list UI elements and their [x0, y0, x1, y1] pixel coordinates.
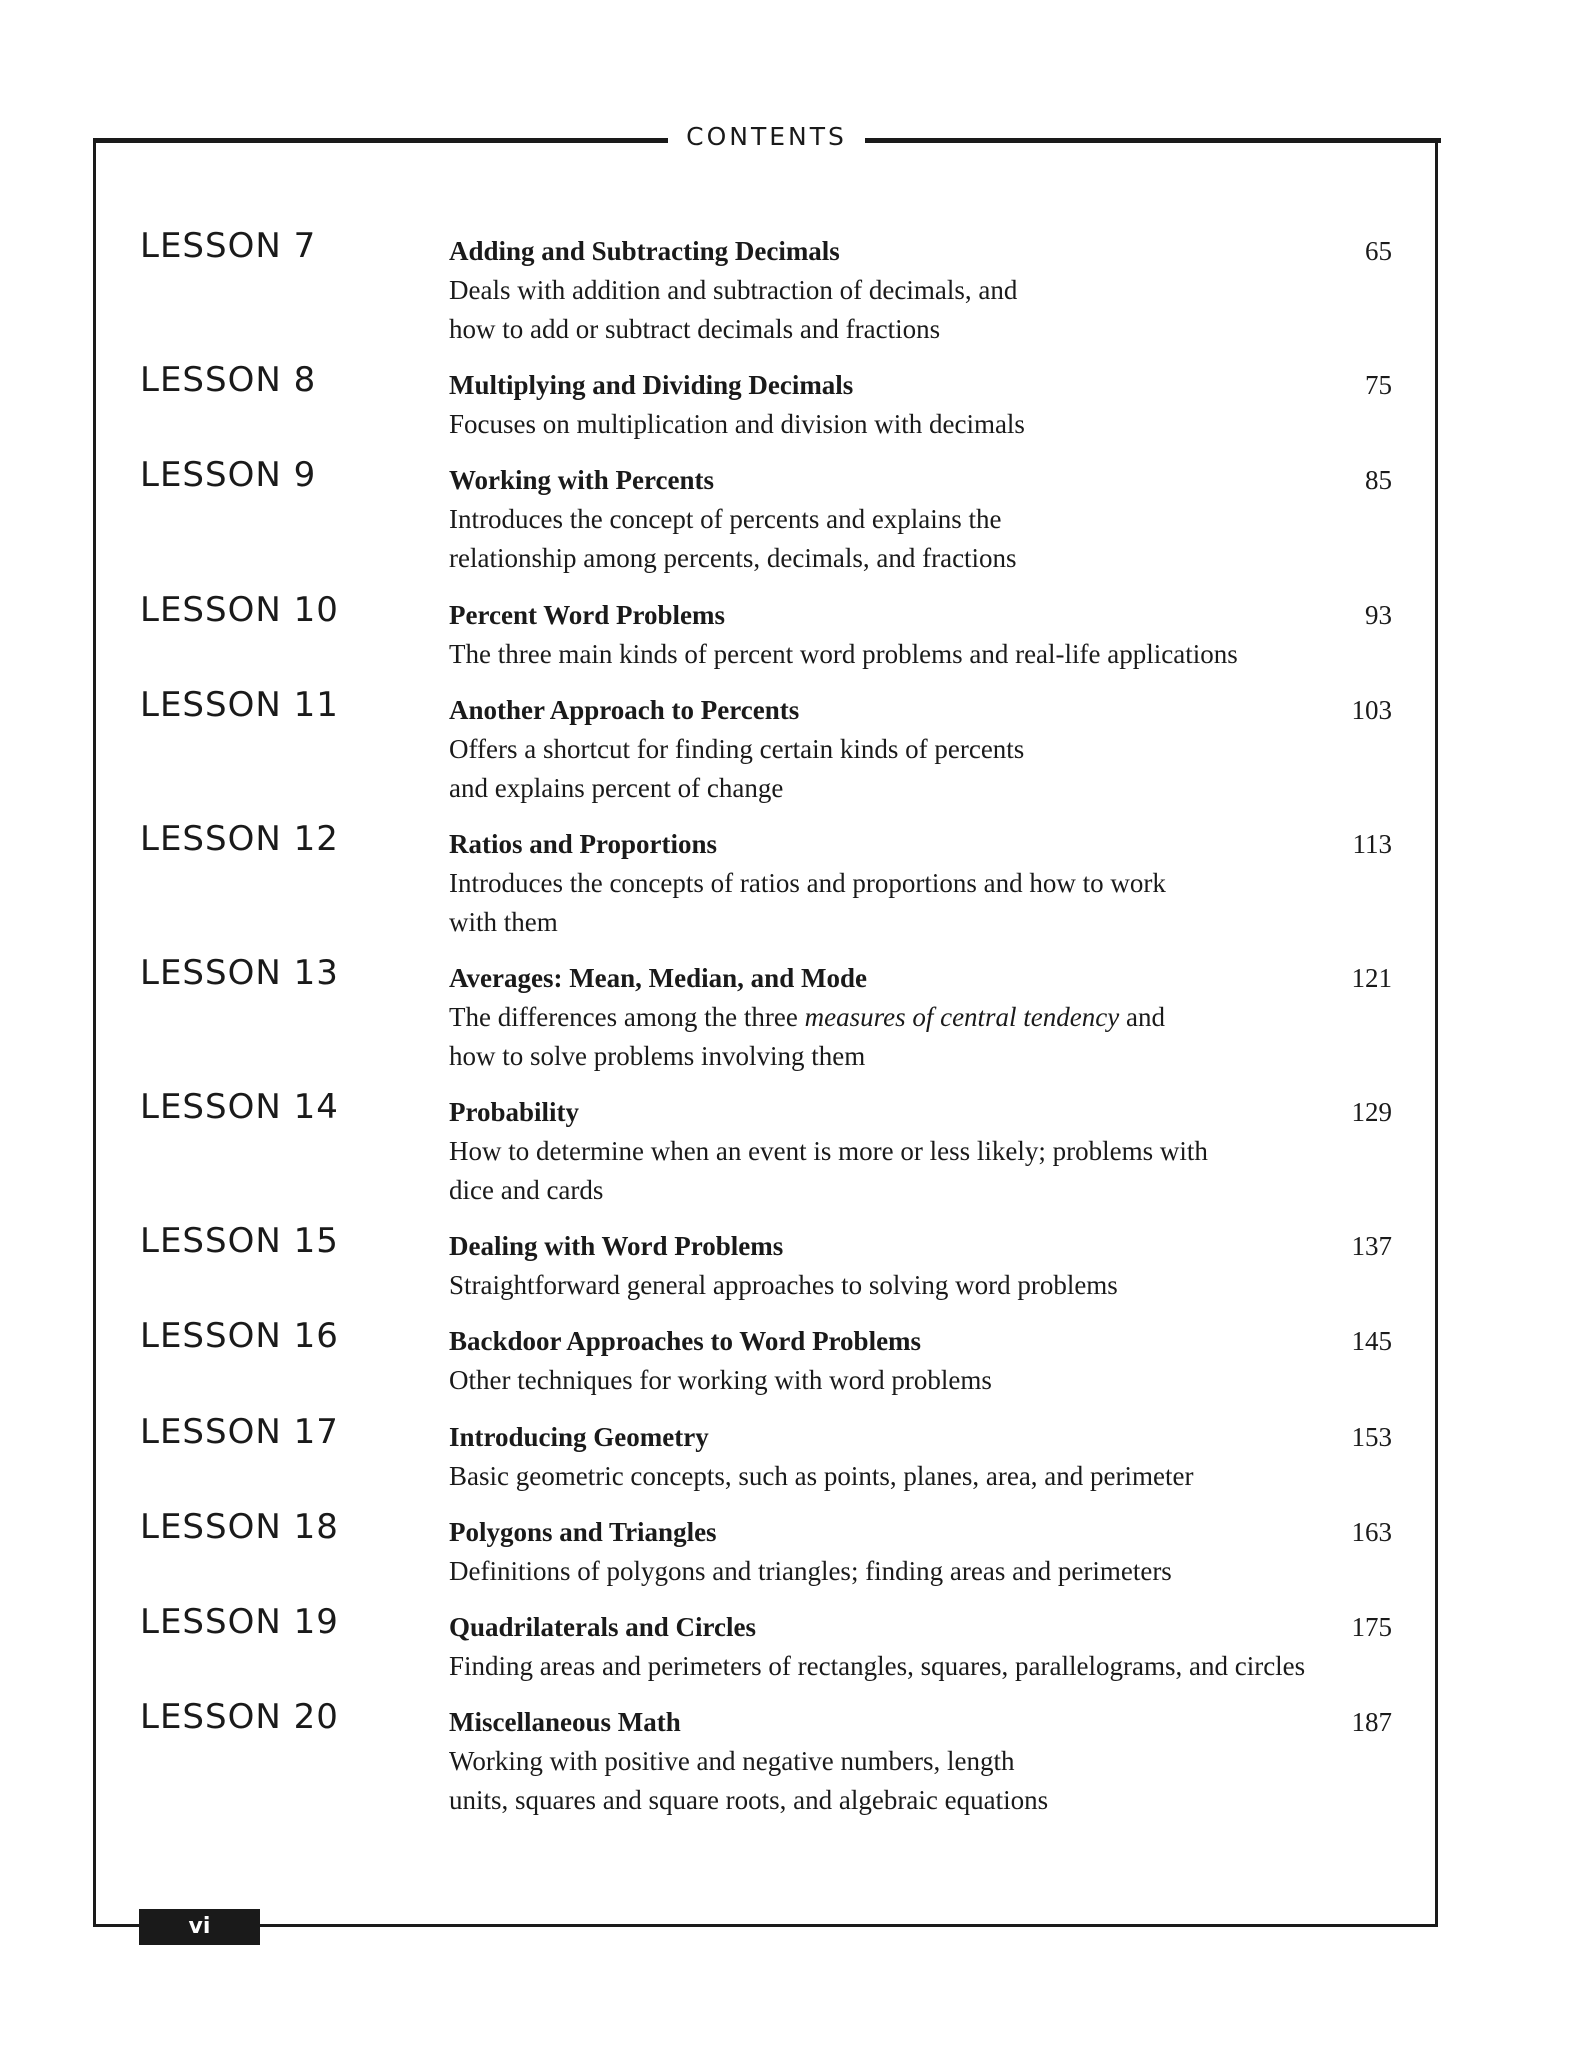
lesson-label: LESSON 9: [140, 455, 317, 495]
lesson-title[interactable]: Multiplying and Dividing Decimals: [449, 370, 854, 400]
page-number: 137: [1351, 1231, 1392, 1261]
page-number: 145: [1351, 1326, 1392, 1356]
lesson-title[interactable]: Miscellaneous Math: [449, 1707, 681, 1737]
lesson-label: LESSON 16: [140, 1316, 339, 1356]
description-line: Straightforward general approaches to solving word problems: [449, 1270, 1118, 1300]
description-line: and explains percent of change: [449, 773, 784, 803]
description-line: Definitions of polygons and triangles; finding areas and perimeters: [449, 1556, 1172, 1586]
page-number-tab: vi: [139, 1909, 260, 1945]
page-number: 85: [1365, 465, 1392, 495]
lesson-label: LESSON 7: [140, 226, 317, 266]
lesson-title[interactable]: Percent Word Problems: [449, 600, 725, 630]
lesson-description: [449, 998, 1165, 1076]
lesson-label: LESSON 13: [140, 953, 339, 993]
page-number: 103: [1351, 695, 1392, 725]
emphasized-term: measures of central tendency: [804, 1002, 1120, 1032]
lesson-label: LESSON 15: [140, 1221, 339, 1261]
lesson-label: LESSON 14: [140, 1087, 339, 1127]
lesson-label: LESSON 18: [140, 1507, 339, 1547]
header-rule-left: [93, 138, 668, 143]
description-line: how to add or subtract decimals and fractions: [449, 314, 941, 344]
page-number: 153: [1351, 1422, 1392, 1452]
description-line: Introduces the concept of percents and explains the: [449, 504, 1002, 534]
lesson-title[interactable]: Dealing with Word Problems: [449, 1231, 784, 1261]
lesson-description: [449, 1361, 992, 1400]
lesson-label: LESSON 8: [140, 360, 317, 400]
lesson-description: [449, 271, 1017, 349]
description-line: Offers a shortcut for finding certain kinds of percents: [449, 734, 1025, 764]
description-line: Basic geometric concepts, such as points, planes, area, and perimeter: [449, 1461, 1194, 1491]
lesson-description: [449, 1132, 1208, 1210]
description-line: dice and cards: [449, 1175, 604, 1205]
description-line: Working with positive and negative numbers, length: [449, 1746, 1015, 1776]
description-line: units, squares and square roots, and algebraic equations: [449, 1785, 1049, 1815]
page-title: CONTENTS: [686, 122, 847, 151]
lesson-title[interactable]: Another Approach to Percents: [449, 695, 800, 725]
description-line: Finding areas and perimeters of rectangles, squares, parallelograms, and circles: [449, 1651, 1306, 1681]
page-number: 113: [1352, 829, 1392, 859]
lesson-title[interactable]: Working with Percents: [449, 465, 714, 495]
description-line: Other techniques for working with word problems: [449, 1365, 992, 1395]
lesson-title[interactable]: Probability: [449, 1097, 580, 1127]
lesson-description: [449, 1457, 1193, 1496]
lesson-description: [449, 405, 1025, 444]
lesson-title[interactable]: Adding and Subtracting Decimals: [449, 236, 840, 266]
description-line: Deals with addition and subtraction of decimals, and: [449, 275, 1018, 305]
page-number: 175: [1351, 1612, 1392, 1642]
lesson-description: [449, 1647, 1305, 1686]
page-number: 129: [1351, 1097, 1392, 1127]
description-line: with them: [449, 907, 558, 937]
description-line: how to solve problems involving them: [449, 1041, 866, 1071]
lesson-description: [449, 635, 1238, 674]
lesson-label: LESSON 10: [140, 590, 339, 630]
lesson-label: LESSON 20: [140, 1697, 339, 1737]
page-number: 75: [1365, 370, 1392, 400]
lesson-label: LESSON 11: [140, 685, 339, 725]
page-number: 187: [1351, 1707, 1392, 1737]
page-number: 121: [1351, 963, 1392, 993]
lesson-label: LESSON 19: [140, 1602, 339, 1642]
lesson-description: [449, 1552, 1172, 1591]
description-line: How to determine when an event is more or less likely; problems with: [449, 1136, 1208, 1166]
lesson-title[interactable]: Polygons and Triangles: [449, 1517, 717, 1547]
lesson-title[interactable]: Backdoor Approaches to Word Problems: [449, 1326, 922, 1356]
description-line: The differences among the three measures of central tendency and: [449, 1002, 1165, 1032]
description-line: relationship among percents, decimals, and fractions: [449, 543, 1017, 573]
lesson-title[interactable]: Averages: Mean, Median, and Mode: [449, 963, 867, 993]
page-number: 93: [1365, 600, 1392, 630]
lesson-title[interactable]: Quadrilaterals and Circles: [449, 1612, 756, 1642]
description-line: Focuses on multiplication and division with decimals: [449, 409, 1025, 439]
lesson-description: [449, 730, 1024, 808]
lesson-title[interactable]: Introducing Geometry: [449, 1422, 709, 1452]
lesson-label: LESSON 17: [140, 1412, 339, 1452]
lesson-description: [449, 1266, 1118, 1305]
header-rule-right: [865, 138, 1441, 143]
description-line: Introduces the concepts of ratios and proportions and how to work: [449, 868, 1166, 898]
page-number: 163: [1351, 1517, 1392, 1547]
lesson-label: LESSON 12: [140, 819, 339, 859]
lesson-description: [449, 864, 1166, 942]
page-number: 65: [1365, 236, 1392, 266]
lesson-description: [449, 1742, 1048, 1820]
lesson-description: [449, 500, 1017, 578]
lesson-title[interactable]: Ratios and Proportions: [449, 829, 718, 859]
description-line: The three main kinds of percent word problems and real-life applications: [449, 639, 1238, 669]
